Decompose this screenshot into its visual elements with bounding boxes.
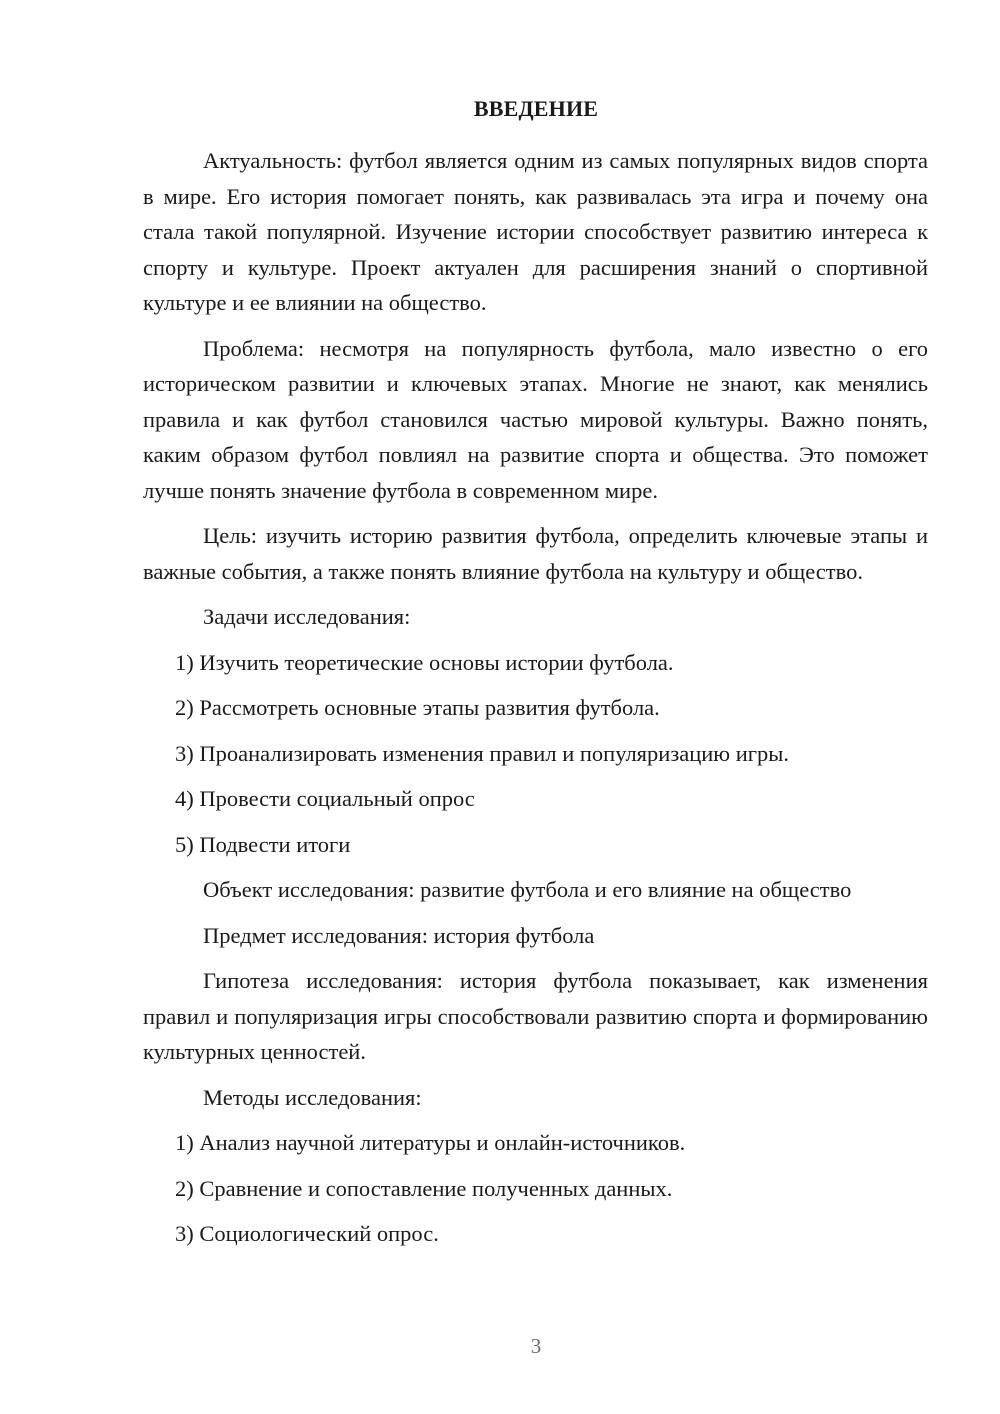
tasks-list [143, 645, 928, 863]
list-item: 3) Проанализировать изменения правил и популяризацию игры. [175, 740, 789, 766]
list-item: 2) Сравнение и сопоставление полученных данных. [175, 1175, 673, 1201]
document-body [143, 143, 928, 1262]
relevance-paragraph: Актуальность: футбол является одним из самых популярных видов спорта в мире. Его история помогает понять, как развивалась эта игра и почему она стала такой популярной. Изучение истории способствует развитию интереса к спорту и культуре. Проект актуален для расширения знаний о спортивной культуре и ее влиянии на общество. [143, 148, 928, 315]
list-item: 2) Рассмотреть основные этапы развития футбола. [175, 695, 660, 720]
subject-paragraph: Предмет исследования: история футбола [203, 922, 595, 948]
page-number: 3 [530, 1334, 542, 1358]
list-item: 1) Изучить теоретические основы истории футбола. [175, 649, 674, 675]
object-paragraph: Объект исследования: развитие футбола и его влияние на общество [203, 877, 852, 902]
problem-paragraph: Проблема: несмотря на популярность футбола, мало известно о его историческом развитии и ключевых этапах. Многие не знают, как менялись правила и как футбол становился частью мировой культуры. Важно понять, каким образом футбол повлиял на развитие спорта и общества. Это поможет лучше понять значение футбола в современном мире. [143, 335, 928, 503]
list-item: 1) Анализ научной литературы и онлайн-источников. [175, 1130, 686, 1155]
hypothesis-paragraph: Гипотеза исследования: история футбола показывает, как изменения правил и популяризация игры способствовали развитию спорта и формированию культурных ценностей. [143, 968, 928, 1064]
list-item: 3) Социологический опрос. [175, 1221, 439, 1246]
goal-paragraph: Цель: изучить историю развития футбола, определить ключевые этапы и важные события, а также понять влияние футбола на культуру и общество. [143, 523, 928, 584]
list-item: 5) Подвести итоги [175, 831, 351, 857]
page-title: ВВЕДЕНИЕ [473, 96, 599, 121]
methods-heading: Методы исследования: [203, 1084, 422, 1110]
tasks-heading: Задачи исследования: [203, 604, 411, 629]
list-item: 4) Провести социальный опрос [175, 786, 475, 811]
methods-list [143, 1125, 928, 1252]
